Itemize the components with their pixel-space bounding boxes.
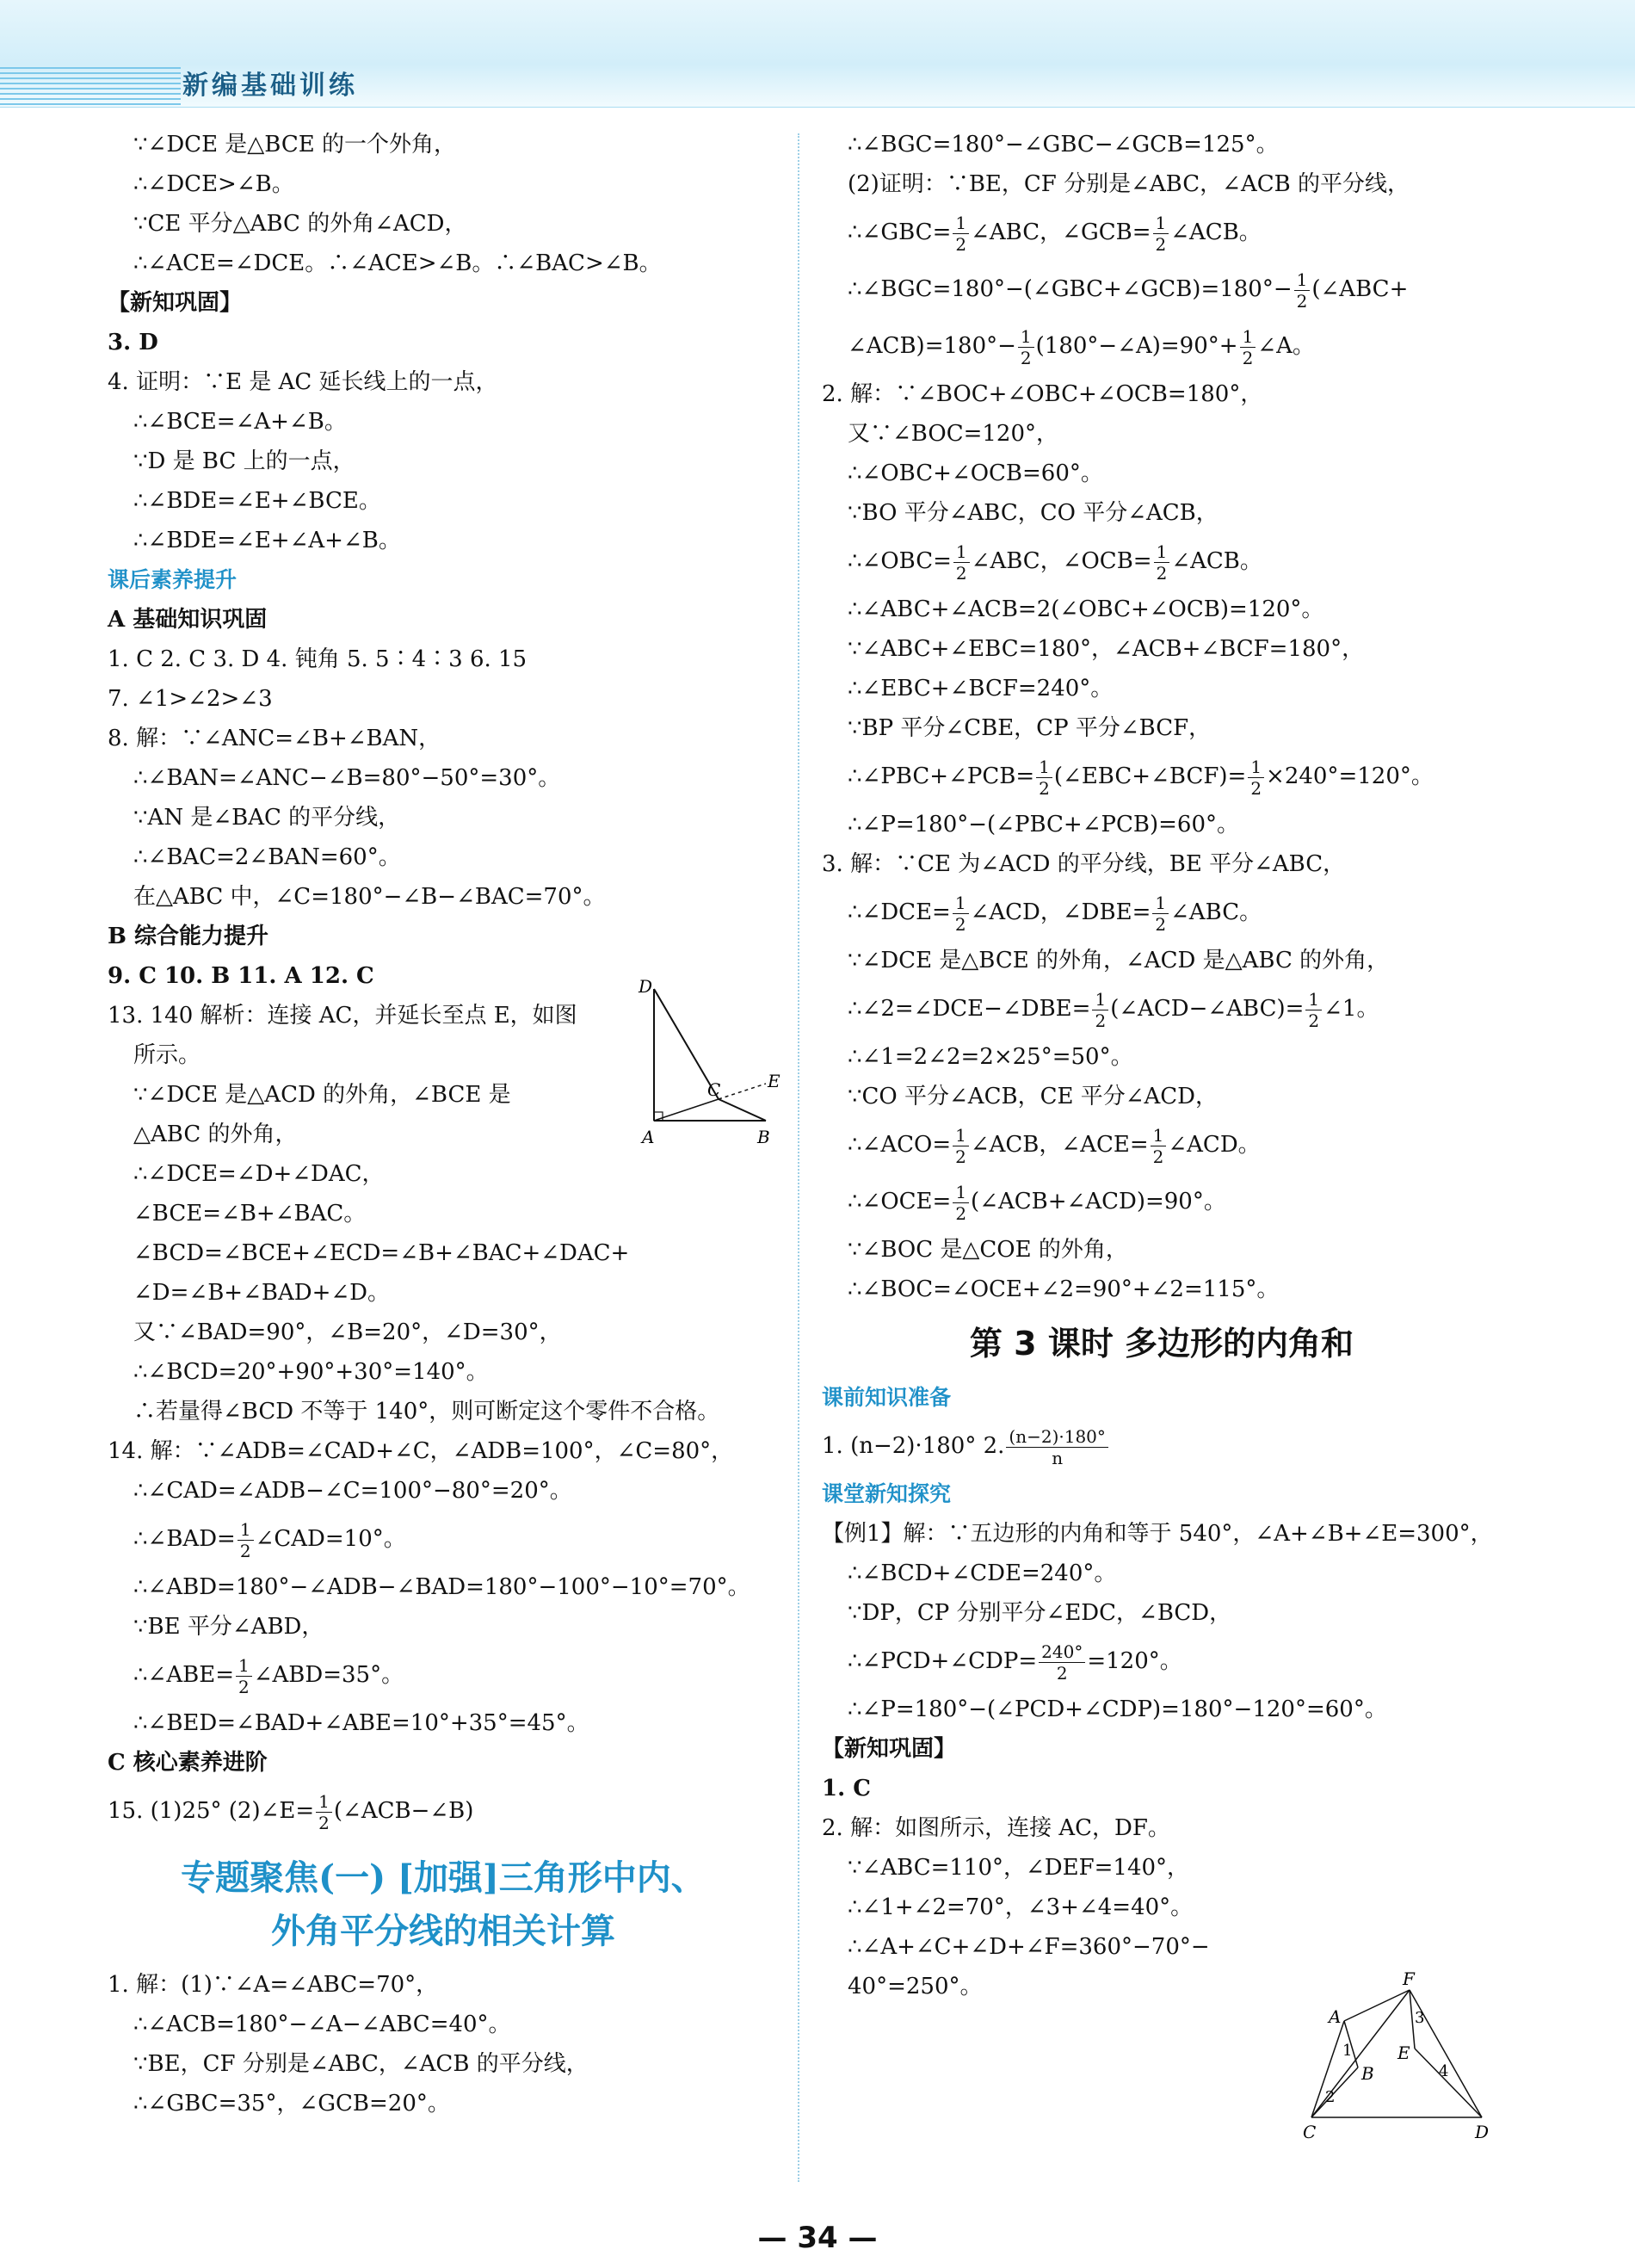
label-c: C <box>1303 2122 1317 2142</box>
text-line: ∴∠BOC=∠OCE+∠2=90°+∠2=115°。 <box>848 1276 1280 1302</box>
fraction: $\frac{1}{2}$ <box>1018 326 1034 368</box>
text-line: ∴∠BCE=∠A+∠B。 <box>133 409 347 435</box>
text-line: ∵∠DCE 是△ACD 的外角，∠BCE 是 <box>133 1082 511 1108</box>
text-line: ∴∠BDE=∠E+∠A+∠B。 <box>133 528 401 553</box>
text-line: 又∵∠BAD=90°，∠B=20°，∠D=30°， <box>133 1319 562 1345</box>
text-line: ∴∠DCE=∠D+∠DAC， <box>133 1161 385 1187</box>
text-line: ∴∠ACB=180°−∠A−∠ABC=40°。 <box>133 2012 511 2037</box>
text-line: ∴∠A+∠C+∠D+∠F=360°−70°− <box>848 1934 1210 1960</box>
text-line: ∴∠1=2∠2=2×25°=50°。 <box>848 1044 1133 1070</box>
text-line: 1. (n−2)·180° 2. $\frac{(n-2)\cdot 180^\circ}{n}$ <box>822 1418 1502 1474</box>
text-line: ∴∠DCE>∠B。 <box>133 171 294 197</box>
text-line: ∴∠BGC=180°−∠GBC−∠GCB=125°。 <box>848 132 1279 158</box>
text-line: ∴∠P=180°−(∠PCD+∠CDP)=180°−120°=60°。 <box>848 1696 1387 1722</box>
fraction: $\frac{1}{2}$ <box>1305 989 1322 1031</box>
section-label: 【新知巩固】 <box>822 1736 957 1762</box>
label-a: A <box>642 1127 655 1147</box>
text-line: ∵BP 平分∠CBE，CP 平分∠BCF， <box>848 715 1212 741</box>
fraction: $\frac{1}{2}$ <box>1151 1125 1167 1167</box>
text-line: ∴∠BAD= $\frac{1}{2}$ ∠CAD=10°。 <box>133 1518 406 1561</box>
text-line: ∴∠BAC=2∠BAN=60°。 <box>133 844 401 870</box>
text-line: ∵∠BOC 是△COE 的外角， <box>848 1237 1128 1263</box>
text-line: ∴∠2=∠DCE−∠DBE= $\frac{1}{2}$ (∠ACD−∠ABC)= $\frac{1}{2}$ ∠1。 <box>848 988 1379 1031</box>
text-line: 8. 解：∵∠ANC=∠B+∠BAN， <box>108 726 441 751</box>
text-line: 又∵∠BOC=120°， <box>848 421 1058 447</box>
text-line: ∵∠DCE 是△BCE 的外角，∠ACD 是△ABC 的外角， <box>848 948 1390 973</box>
text-line: ∴∠OCE= $\frac{1}{2}$ (∠ACB+∠ACD)=90°。 <box>848 1181 1226 1224</box>
text-line: ∴∠OBC= $\frac{1}{2}$ ∠ABC，∠OCB= $\frac{1}{2}$ ∠ACB。 <box>848 541 1262 584</box>
text-line: △ABC 的外角， <box>133 1122 298 1147</box>
fraction: $\frac{1}{2}$ <box>238 1519 254 1561</box>
header-title: 新编基础训练 <box>182 71 358 101</box>
text-line: ∴∠EBC+∠BCF=240°。 <box>848 676 1114 701</box>
text-line: ∴∠BCD+∠CDE=240°。 <box>848 1560 1117 1586</box>
text-line: ∴∠ABC+∠ACB=2(∠OBC+∠OCB)=120°。 <box>848 596 1324 622</box>
figure-13-diagram <box>637 977 792 1149</box>
label-c: C <box>707 1079 721 1100</box>
fraction: $\frac{1}{2}$ <box>953 1182 969 1224</box>
text-line: 3. 解：∵CE 为∠ACD 的平分线，BE 平分∠ABC， <box>822 851 1346 877</box>
subsection-heading: B 综合能力提升 <box>108 924 269 949</box>
text-line: 15. (1)25° (2)∠E= $\frac{1}{2}$ (∠ACB−∠B) <box>108 1790 474 1833</box>
answer-line: 1. C <box>822 1776 871 1801</box>
answer-line: 7. ∠1>∠2>∠3 <box>108 686 273 712</box>
text-line: 所示。 <box>133 1042 201 1068</box>
text-line: 【例1】解：∵五边形的内角和等于 540°，∠A+∠B+∠E=300°， <box>822 1521 1493 1547</box>
text-line: ∴∠CAD=∠ADB−∠C=100°−80°=20°。 <box>133 1478 572 1504</box>
header-stripes <box>0 67 181 107</box>
text-line: ∴∠ABE= $\frac{1}{2}$ ∠ABD=35°。 <box>133 1654 404 1697</box>
special-topic-title: 外角平分线的相关计算 <box>271 1911 615 1951</box>
text-line: ∴∠PCD+∠CDP= $\frac{240^\circ}{2}$ =120°。 <box>848 1641 1182 1684</box>
text-line: ∴∠ACE=∠DCE。∴∠ACE>∠B。∴∠BAC>∠B。 <box>133 250 662 276</box>
label-f: F <box>1403 1971 1415 1989</box>
fraction: $\frac{1}{2}$ <box>1248 757 1264 799</box>
fraction: $\frac{1}{2}$ <box>953 893 969 935</box>
fraction: $\frac{(n-2)\cdot 180^\circ}{n}$ <box>1006 1426 1108 1468</box>
header-line <box>0 107 1635 108</box>
text-line: ∴∠PBC+∠PCB= $\frac{1}{2}$ (∠EBC+∠BCF)= $\frac{1}{2}$ ×240°=120°。 <box>848 756 1434 799</box>
label-angle-1: 1 <box>1342 2042 1353 2060</box>
label-angle-2: 2 <box>1325 2088 1336 2106</box>
fraction: $\frac{1}{2}$ <box>316 1791 332 1833</box>
fraction: $\frac{1}{2}$ <box>953 213 969 255</box>
label-angle-4: 4 <box>1439 2062 1449 2080</box>
text-line: ∵CO 平分∠ACB，CE 平分∠ACD， <box>848 1084 1219 1109</box>
section-heading: 课后素养提升 <box>108 567 238 592</box>
text-line: ∵CE 平分△ABC 的外角∠ACD， <box>133 211 467 237</box>
text-line: ∵D 是 BC 上的一点， <box>133 448 355 474</box>
text-line: 4. 证明：∵E 是 AC 延长线上的一点， <box>108 369 498 395</box>
text-line: ∵BO 平分∠ABC，CO 平分∠ACB， <box>848 500 1219 526</box>
fraction: $\frac{1}{2}$ <box>1153 213 1169 255</box>
fraction: $\frac{240^\circ}{2}$ <box>1039 1641 1085 1684</box>
text-line: ∴∠BGC=180°−(∠GBC+∠GCB)=180°− $\frac{1}{2}$ (∠ABC+ <box>848 269 1409 312</box>
text-line: ∴若量得∠BCD 不等于 140°，则可断定这个零件不合格。 <box>133 1399 720 1424</box>
text-line: ∴∠DCE= $\frac{1}{2}$ ∠ACD，∠DBE= $\frac{1}{2}$ ∠ABC。 <box>848 892 1262 935</box>
text-line: (2)证明：∵BE，CF 分别是∠ABC，∠ACB 的平分线， <box>848 171 1410 197</box>
fraction: $\frac{1}{2}$ <box>1092 989 1108 1031</box>
text-line: ∴∠BAN=∠ANC−∠B=80°−50°=30°。 <box>133 765 561 791</box>
text-line: ∴∠BED=∠BAD+∠ABE=10°+35°=45°。 <box>133 1710 589 1736</box>
text-line: ∠ACB)=180°− $\frac{1}{2}$ (180°−∠A)=90°+ $\frac{1}{2}$ ∠A。 <box>848 325 1315 368</box>
text-line: ∴∠1+∠2=70°，∠3+∠4=40°。 <box>848 1894 1194 1920</box>
fraction: $\frac{1}{2}$ <box>1294 269 1311 312</box>
text-line: 40°=250°。 <box>848 1974 983 1999</box>
text-line: ∴∠ABD=180°−∠ADB−∠BAD=180°−100°−10°=70°。 <box>133 1574 750 1600</box>
answer-line: 9. C 10. B 11. A 12. C <box>108 963 374 989</box>
label-a: A <box>1329 2006 1342 2027</box>
text-line: 14. 解：∵∠ADB=∠CAD+∠C，∠ADB=100°，∠C=80°， <box>108 1438 734 1464</box>
right-column <box>822 125 1502 2006</box>
column-divider <box>798 133 799 2182</box>
text-line: ∵AN 是∠BAC 的平分线， <box>133 805 401 831</box>
figure-polygon-diagram <box>1291 1971 1497 2143</box>
fraction: $\frac{1}{2}$ <box>1152 893 1169 935</box>
text-line: 2. 解：如图所示，连接 AC，DF。 <box>822 1815 1170 1841</box>
text-line: ∴∠BDE=∠E+∠BCE。 <box>133 488 381 514</box>
text-line: ∴∠P=180°−(∠PBC+∠PCB)=60°。 <box>848 812 1240 837</box>
special-topic-title: 专题聚焦(一) [加强]三角形中内、 <box>181 1857 706 1898</box>
text-line: ∠BCE=∠B+∠BAC。 <box>133 1201 367 1227</box>
answer-line: 1. C 2. C 3. D 4. 钝角 5. 5∶4∶3 6. 15 <box>108 646 528 672</box>
text-line: ∵BE 平分∠ABD， <box>133 1614 324 1640</box>
section-label: 【新知巩固】 <box>108 290 243 316</box>
fraction: $\frac{1}{2}$ <box>1154 541 1170 584</box>
text-line: ∠D=∠B+∠BAD+∠D。 <box>133 1280 391 1306</box>
subsection-heading: C 核心素养进阶 <box>108 1750 268 1776</box>
fraction: $\frac{1}{2}$ <box>953 1125 969 1167</box>
label-e: E <box>768 1071 780 1091</box>
text-line: 13. 140 解析：连接 AC，并延长至点 E，如图 <box>108 1003 577 1029</box>
text-line: ∵∠ABC=110°，∠DEF=140°， <box>848 1855 1190 1881</box>
text-line: ∴∠BCD=20°+90°+30°=140°。 <box>133 1359 489 1385</box>
label-angle-3: 3 <box>1415 2009 1425 2027</box>
text-line: 1. 解：(1)∵∠A=∠ABC=70°， <box>108 1972 439 1998</box>
page-number: — 34 — <box>757 2221 878 2255</box>
fraction: $\frac{1}{2}$ <box>953 541 970 584</box>
label-b: B <box>1361 2063 1374 2084</box>
text-line: ∵BE，CF 分别是∠ABC，∠ACB 的平分线， <box>133 2051 589 2077</box>
text-line: ∵∠DCE 是△BCE 的一个外角， <box>133 132 457 158</box>
label-d: D <box>639 977 653 997</box>
section-heading: 课堂新知探究 <box>822 1481 952 1506</box>
text-line: ∵∠ABC+∠EBC=180°，∠ACB+∠BCF=180°， <box>848 636 1365 662</box>
text-line: 在△ABC 中，∠C=180°−∠B−∠BAC=70°。 <box>133 884 606 910</box>
text-line: ∴∠GBC=35°，∠GCB=20°。 <box>133 2091 450 2117</box>
label-d: D <box>1475 2122 1490 2142</box>
text-line: ∴∠ACO= $\frac{1}{2}$ ∠ACB，∠ACE= $\frac{1}{2}$ ∠ACD。 <box>848 1124 1261 1167</box>
lesson-title: 第 3 课时 多边形的内角和 <box>969 1325 1354 1363</box>
text-line: 2. 解：∵∠BOC+∠OBC+∠OCB=180°， <box>822 381 1263 407</box>
section-heading: 课前知识准备 <box>822 1385 952 1410</box>
label-e: E <box>1397 2042 1410 2063</box>
text-line: ∠BCD=∠BCE+∠ECD=∠B+∠BAC+∠DAC+ <box>133 1240 630 1266</box>
text-line: ∴∠OBC+∠OCB=60°。 <box>848 460 1103 486</box>
subsection-heading: A 基础知识巩固 <box>108 607 268 633</box>
fraction: $\frac{1}{2}$ <box>236 1655 252 1697</box>
label-b: B <box>757 1127 770 1147</box>
answer-line: 3. D <box>108 330 158 355</box>
fraction: $\frac{1}{2}$ <box>1240 326 1256 368</box>
text-line: ∵DP，CP 分别平分∠EDC，∠BCD， <box>848 1600 1232 1626</box>
text-line: ∴∠GBC= $\frac{1}{2}$ ∠ABC，∠GCB= $\frac{1}{2}$ ∠ACB。 <box>848 212 1262 255</box>
fraction: $\frac{1}{2}$ <box>1036 757 1052 799</box>
